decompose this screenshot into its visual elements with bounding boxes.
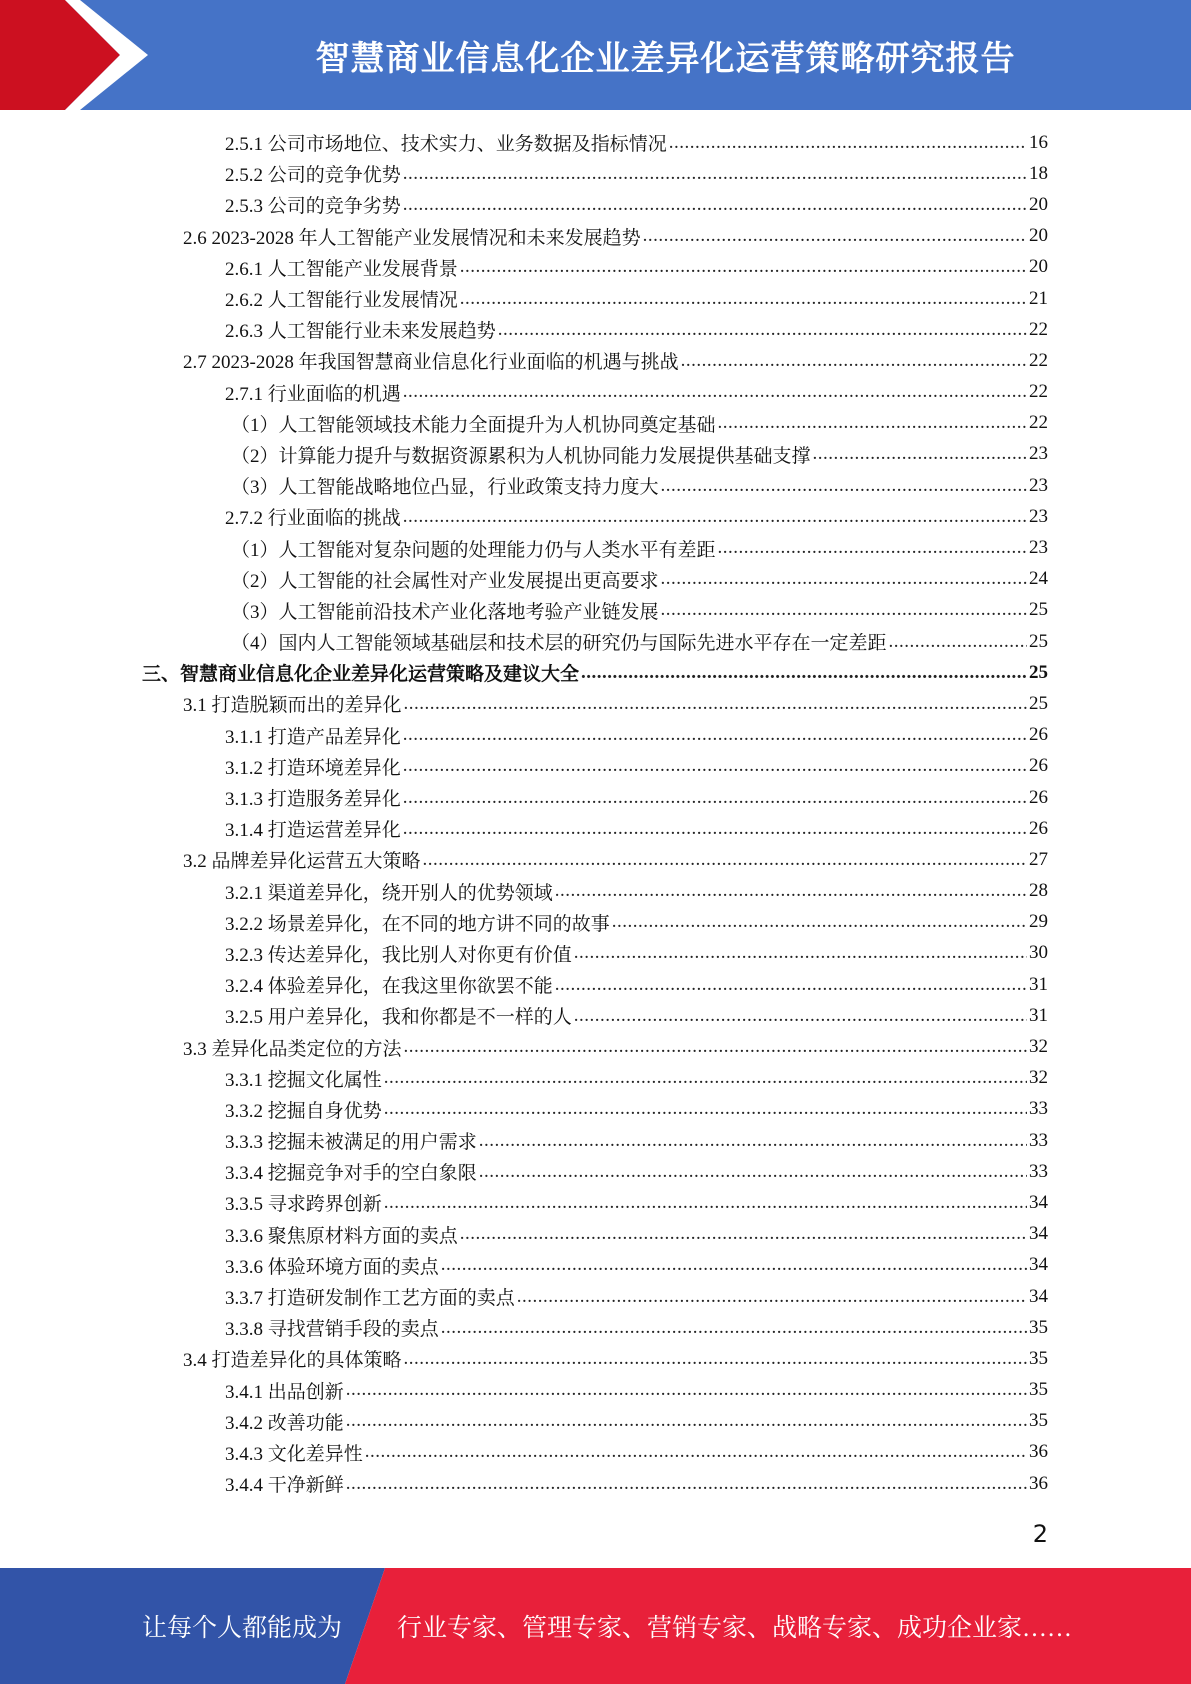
toc-entry[interactable] [0,657,1191,688]
toc-entry-title: 3.4.3 文化差异性 [225,1443,363,1465]
toc-entry-title: 2.6.2 人工智能行业发展情况 [225,290,458,312]
toc-entry-page: 26 [1029,755,1048,777]
toc-entry-page: 16 [1029,131,1048,153]
toc-dot-leader [384,1098,1027,1120]
toc-entry[interactable] [0,1125,1191,1156]
toc-entry-title: 3.4.2 改善功能 [225,1412,344,1434]
toc-entry[interactable] [0,189,1191,220]
toc-entry[interactable] [0,1156,1191,1187]
toc-entry-title: 2.6 2023-2028 年人工智能产业发展情况和未来发展趋势 [183,227,641,249]
toc-entry-page: 25 [1029,599,1048,621]
toc-entry-page: 27 [1029,848,1048,870]
toc-entry-title: （1）人工智能对复杂问题的处理能力仍与人类水平有差距 [231,539,716,561]
toc-entry-title: 3.2.2 场景差异化，在不同的地方讲不同的故事 [225,913,610,935]
toc-entry-title: 2.7 2023-2028 年我国智慧商业信息化行业面临的机遇与挑战 [183,352,679,374]
toc-entry-page: 34 [1029,1191,1048,1213]
toc-entry[interactable] [0,532,1191,563]
toc-entry-page: 24 [1029,568,1048,590]
header-banner [0,0,1191,110]
toc-entry-page: 25 [1029,692,1048,714]
toc-entry-title: 3.3.1 挖掘文化属性 [225,1069,382,1091]
toc-dot-leader [403,724,1027,746]
toc-entry-page: 23 [1029,505,1048,527]
toc-dot-leader [346,1379,1027,1401]
toc-entry-page: 26 [1029,786,1048,808]
page-number: 2 [1032,1520,1048,1548]
toc-entry-page: 25 [1029,630,1048,652]
toc-entry[interactable] [0,1468,1191,1499]
header-arrow-decoration [0,0,160,110]
toc-entry-page: 22 [1029,349,1048,371]
toc-entry[interactable] [0,813,1191,844]
toc-dot-leader [404,1036,1027,1058]
toc-entry-title: 3.4 打造差异化的具体策略 [183,1350,402,1372]
toc-entry-page: 36 [1029,1472,1048,1494]
footer-slogan-right: 行业专家、管理专家、营销专家、战略专家、成功企业家…… [397,1615,1073,1642]
toc-dot-leader [365,1441,1027,1463]
toc-dot-leader [441,1317,1027,1339]
toc-entry-title: 3.3.7 打造研发制作工艺方面的卖点 [225,1288,515,1310]
toc-entry[interactable] [0,907,1191,938]
toc-entry[interactable] [0,127,1191,158]
toc-entry[interactable] [0,408,1191,439]
toc-dot-leader [346,1410,1027,1432]
toc-entry-page: 33 [1029,1098,1048,1120]
toc-entry-page: 35 [1029,1410,1048,1432]
toc-entry-page: 29 [1029,911,1048,933]
toc-dot-leader [403,506,1027,528]
toc-entry[interactable] [0,345,1191,376]
toc-dot-leader [718,412,1027,434]
toc-entry[interactable] [0,1250,1191,1281]
toc-dot-leader [403,194,1027,216]
toc-entry-title: 2.6.3 人工智能行业未来发展趋势 [225,321,496,343]
toc-entry-title: 3.2.5 用户差异化，我和你都是不一样的人 [225,1007,572,1029]
toc-dot-leader [581,662,1027,684]
toc-entry[interactable] [0,1094,1191,1125]
toc-entry[interactable] [0,876,1191,907]
toc-dot-leader [460,288,1027,310]
toc-entry-title: 3.2.4 体验差异化，在我这里你欲罢不能 [225,976,553,998]
toc-entry-page: 22 [1029,318,1048,340]
toc-entry-page: 28 [1029,880,1048,902]
toc-entry-page: 36 [1029,1441,1048,1463]
toc-entry[interactable] [0,1312,1191,1343]
toc-entry[interactable] [0,564,1191,595]
toc-entry[interactable] [0,283,1191,314]
toc-entry[interactable] [0,1437,1191,1468]
toc-dot-leader [403,755,1027,777]
report-title: 智慧商业信息化企业差异化运营策略研究报告 [315,38,1016,79]
toc-dot-leader [403,381,1027,403]
toc-entry[interactable] [0,1219,1191,1250]
toc-entry-title: （4）国内人工智能领域基础层和技术层的研究仍与国际先进水平存在一定差距 [231,633,887,655]
toc-entry[interactable] [0,221,1191,252]
toc-entry[interactable] [0,969,1191,1000]
toc-entry-title: （3）人工智能战略地位凸显，行业政策支持力度大 [231,477,659,499]
toc-dot-leader [384,1192,1027,1214]
toc-entry-title: （1）人工智能领域技术能力全面提升为人机协同奠定基础 [231,414,716,436]
toc-entry-page: 34 [1029,1285,1048,1307]
toc-dot-leader [403,163,1027,185]
toc-entry-page: 23 [1029,443,1048,465]
toc-entry-title: 3.1.4 打造运营差异化 [225,820,401,842]
toc-entry-title: 2.5.1 公司市场地位、技术实力、业务数据及指标情况 [225,134,667,156]
toc-dot-leader [661,599,1027,621]
toc-entry[interactable] [0,595,1191,626]
toc-entry[interactable] [0,1000,1191,1031]
toc-dot-leader [423,849,1027,871]
toc-entry-title: 3.3.8 寻找营销手段的卖点 [225,1319,439,1341]
toc-dot-leader [889,631,1027,653]
toc-entry-page: 23 [1029,537,1048,559]
toc-dot-leader [479,1130,1027,1152]
toc-entry-title: 3.1.1 打造产品差异化 [225,726,401,748]
toc-entry[interactable] [0,439,1191,470]
toc-entry[interactable] [0,1187,1191,1218]
toc-entry-title: 2.5.2 公司的竞争优势 [225,165,401,187]
toc-dot-leader [813,443,1027,465]
toc-dot-leader [403,787,1027,809]
toc-dot-leader [574,942,1027,964]
toc-entry-page: 25 [1029,661,1048,683]
toc-entry-page: 20 [1029,256,1048,278]
toc-entry-page: 20 [1029,225,1048,247]
toc-entry-title: （3）人工智能前沿技术产业化落地考验产业链发展 [231,601,659,623]
footer-slogan-left: 让每个人都能成为 [142,1615,343,1642]
toc-entry-page: 20 [1029,193,1048,215]
toc-entry[interactable] [0,158,1191,189]
toc-entry-page: 35 [1029,1347,1048,1369]
toc-entry-title: 3.3.5 寻求跨界创新 [225,1194,382,1216]
toc-dot-leader [661,568,1027,590]
toc-entry-title: 2.5.3 公司的竞争劣势 [225,196,401,218]
toc-dot-leader [517,1286,1027,1308]
toc-entry[interactable] [0,720,1191,751]
toc-dot-leader [403,818,1027,840]
toc-entry[interactable] [0,1343,1191,1374]
toc-entry[interactable] [0,501,1191,532]
toc-entry-page: 26 [1029,724,1048,746]
toc-entry-title: 3.3.6 聚焦原材料方面的卖点 [225,1225,458,1247]
toc-entry-page: 31 [1029,973,1048,995]
toc-entry-title: 3.2.1 渠道差异化，绕开别人的优势领域 [225,882,553,904]
toc-entry-page: 22 [1029,412,1048,434]
toc-entry-title: 3.3.3 挖掘未被满足的用户需求 [225,1132,477,1154]
toc-dot-leader [460,256,1027,278]
footer-banner [0,1568,1191,1684]
toc-entry-page: 35 [1029,1316,1048,1338]
toc-entry-page: 33 [1029,1129,1048,1151]
toc-entry-page: 34 [1029,1254,1048,1276]
toc-entry-page: 34 [1029,1223,1048,1245]
toc-entry-page: 21 [1029,287,1048,309]
toc-entry-title: （2）人工智能的社会属性对产业发展提出更高要求 [231,570,659,592]
toc-entry-page: 26 [1029,817,1048,839]
toc-dot-leader [384,1067,1027,1089]
toc-dot-leader [661,475,1027,497]
toc-dot-leader [555,880,1027,902]
toc-entry-page: 22 [1029,381,1048,403]
toc-entry[interactable] [0,844,1191,875]
toc-entry-title: 3.3.4 挖掘竞争对手的空白象限 [225,1163,477,1185]
toc-entry-title: 三、智慧商业信息化企业差异化运营策略及建议大全 [142,664,580,686]
toc-entry-title: 3.4.1 出品创新 [225,1381,344,1403]
toc-dot-leader [574,1005,1027,1027]
toc-entry-title: 2.7.1 行业面临的机遇 [225,383,401,405]
toc-dot-leader [681,350,1027,372]
toc-entry-title: 3.1.2 打造环境差异化 [225,757,401,779]
toc-entry[interactable] [0,938,1191,969]
toc-entry-title: 3.1 打造脱颖而出的差异化 [183,695,402,717]
toc-entry[interactable] [0,470,1191,501]
toc-entry-title: 3.2 品牌差异化运营五大策略 [183,851,421,873]
toc-dot-leader [643,225,1027,247]
toc-dot-leader [479,1161,1027,1183]
toc-entry[interactable] [0,314,1191,345]
toc-entry-page: 31 [1029,1004,1048,1026]
toc-entry-page: 23 [1029,474,1048,496]
toc-entry[interactable] [0,782,1191,813]
toc-entry[interactable] [0,626,1191,657]
toc-entry-page: 30 [1029,942,1048,964]
toc-entry-title: 3.1.3 打造服务差异化 [225,789,401,811]
toc-entry-page: 32 [1029,1067,1048,1089]
toc-entry-title: 2.7.2 行业面临的挑战 [225,508,401,530]
toc-entry[interactable] [0,751,1191,782]
toc-dot-leader [441,1254,1027,1276]
toc-dot-leader [404,1348,1027,1370]
toc-entry[interactable] [0,1031,1191,1062]
toc-entry[interactable] [0,1375,1191,1406]
toc-entry-title: 3.3.2 挖掘自身优势 [225,1100,382,1122]
toc-entry-title: 2.6.1 人工智能产业发展背景 [225,258,458,280]
toc-dot-leader [498,319,1027,341]
toc-entry-title: 3.2.3 传达差异化，我比别人对你更有价值 [225,944,572,966]
toc-dot-leader [669,132,1027,154]
toc-entry-title: 3.3 差异化品类定位的方法 [183,1038,402,1060]
toc-entry-page: 32 [1029,1036,1048,1058]
toc-dot-leader [555,974,1027,996]
toc-dot-leader [718,537,1027,559]
toc-dot-leader [404,693,1027,715]
toc-dot-leader [612,911,1027,933]
toc-dot-leader [460,1223,1027,1245]
toc-entry[interactable] [0,252,1191,283]
toc-entry-title: 3.4.4 干净新鲜 [225,1475,344,1497]
toc-entry[interactable] [0,377,1191,408]
toc-dot-leader [346,1473,1027,1495]
toc-entry[interactable] [0,1406,1191,1437]
toc-entry-title: 3.3.6 体验环境方面的卖点 [225,1256,439,1278]
toc-entry-page: 18 [1029,162,1048,184]
toc-entry-page: 33 [1029,1160,1048,1182]
toc-entry-page: 35 [1029,1379,1048,1401]
table-of-contents [0,127,1191,1499]
toc-entry[interactable] [0,1281,1191,1312]
toc-entry[interactable] [0,688,1191,719]
toc-entry[interactable] [0,1063,1191,1094]
toc-entry-title: （2）计算能力提升与数据资源累积为人机协同能力发展提供基础支撑 [231,445,811,467]
